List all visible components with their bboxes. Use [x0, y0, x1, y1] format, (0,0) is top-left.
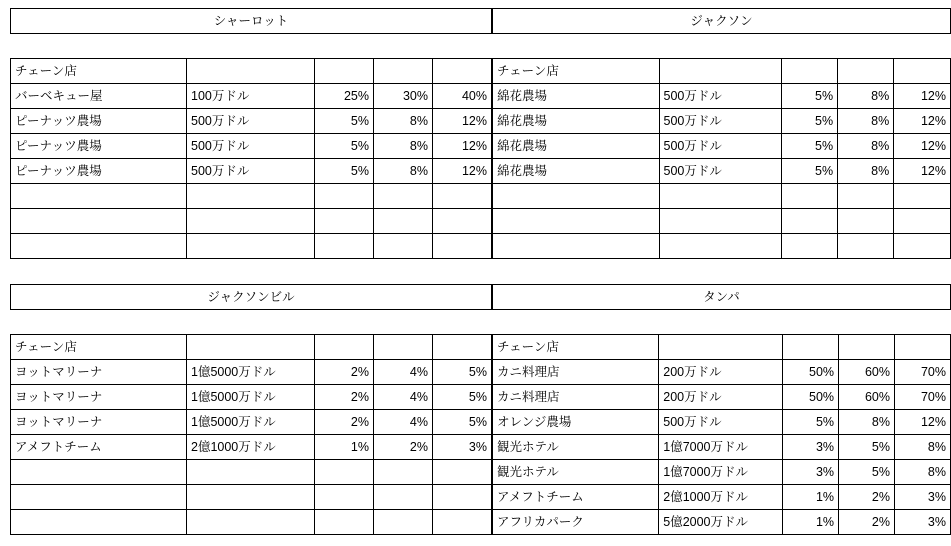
cell-pct3[interactable]: 12% — [894, 410, 950, 435]
cell-pct2[interactable]: 8% — [838, 159, 894, 184]
title-row — [11, 9, 492, 34]
cell-pct2[interactable]: 2% — [839, 485, 895, 510]
cell-pct3[interactable]: 8% — [894, 460, 950, 485]
cell-pct1[interactable] — [315, 184, 374, 209]
header-row — [493, 59, 951, 84]
cell-pct3[interactable]: 3% — [894, 510, 950, 535]
cell-pct2[interactable]: 4% — [374, 410, 433, 435]
cell-name[interactable]: ヨットマリーナ — [11, 360, 187, 385]
header-row — [493, 335, 951, 360]
title-row — [11, 285, 492, 310]
cell-pct2[interactable] — [374, 510, 433, 535]
gap-cell — [839, 310, 895, 335]
table-row[interactable] — [493, 84, 951, 109]
cell-pct1[interactable] — [315, 209, 374, 234]
table-row[interactable] — [11, 510, 492, 535]
data-table — [10, 284, 492, 535]
cell-name[interactable] — [11, 460, 187, 485]
cell-pct3[interactable]: 5% — [433, 410, 492, 435]
cell-value[interactable] — [187, 184, 315, 209]
cell-pct3[interactable]: 40% — [433, 84, 492, 109]
column-header-blank — [894, 59, 951, 84]
cell-pct2[interactable]: 30% — [374, 84, 433, 109]
column-header-blank — [433, 335, 492, 360]
cell-name[interactable]: ヨットマリーナ — [11, 385, 187, 410]
gap-cell — [433, 34, 492, 59]
table-row[interactable] — [11, 84, 492, 109]
cell-pct1[interactable] — [315, 460, 374, 485]
cell-name[interactable] — [493, 234, 660, 259]
title-row — [493, 9, 951, 34]
column-header-chain: チェーン店 — [493, 59, 660, 84]
table-row[interactable] — [493, 510, 951, 535]
column-header-blank — [783, 335, 839, 360]
cell-name[interactable]: バーベキュー屋 — [11, 84, 187, 109]
table-block-jackson — [492, 8, 951, 259]
table-row[interactable] — [493, 109, 951, 134]
cell-pct1[interactable]: 50% — [783, 385, 839, 410]
table-row[interactable] — [493, 360, 951, 385]
gap-cell — [659, 34, 782, 59]
cell-pct1[interactable] — [782, 234, 838, 259]
cell-pct1[interactable] — [315, 510, 374, 535]
cell-name[interactable] — [493, 184, 660, 209]
cell-pct1[interactable]: 5% — [782, 84, 838, 109]
cell-value[interactable]: 100万ドル — [187, 84, 315, 109]
cell-pct3[interactable]: 3% — [894, 485, 950, 510]
cell-pct1[interactable] — [782, 184, 838, 209]
cell-value[interactable]: 2億1000万ドル — [187, 435, 315, 460]
gap-cell — [433, 310, 492, 335]
table-row[interactable] — [493, 209, 951, 234]
cell-value[interactable] — [187, 460, 315, 485]
gap-cell — [783, 310, 839, 335]
cell-name[interactable]: 綿花農場 — [493, 109, 660, 134]
cell-pct2[interactable] — [374, 234, 433, 259]
cell-pct2[interactable]: 2% — [374, 435, 433, 460]
column-header-chain: チェーン店 — [11, 335, 187, 360]
gap-cell — [894, 310, 950, 335]
cell-pct1[interactable]: 50% — [783, 360, 839, 385]
column-header-blank — [315, 335, 374, 360]
cell-name[interactable] — [11, 209, 187, 234]
gap-row — [493, 310, 951, 335]
cell-pct2[interactable]: 8% — [839, 410, 895, 435]
table-row[interactable] — [11, 184, 492, 209]
column-header-blank — [374, 335, 433, 360]
cell-pct1[interactable]: 1% — [315, 435, 374, 460]
cell-value[interactable]: 500万ドル — [187, 159, 315, 184]
gap-cell — [838, 34, 894, 59]
table-row[interactable] — [493, 435, 951, 460]
cell-pct2[interactable]: 8% — [838, 84, 894, 109]
cell-pct3[interactable]: 70% — [894, 360, 950, 385]
cell-value[interactable] — [659, 234, 782, 259]
cell-pct2[interactable] — [838, 234, 894, 259]
column-header-blank — [187, 335, 315, 360]
cell-pct3[interactable]: 5% — [433, 360, 492, 385]
cell-pct3[interactable]: 5% — [433, 385, 492, 410]
cell-pct3[interactable] — [433, 485, 492, 510]
cell-pct3[interactable] — [894, 184, 951, 209]
cell-pct2[interactable] — [374, 460, 433, 485]
cell-name[interactable] — [11, 234, 187, 259]
cell-pct1[interactable]: 5% — [315, 134, 374, 159]
cell-pct2[interactable] — [374, 485, 433, 510]
gap-row — [11, 310, 492, 335]
cell-pct3[interactable]: 12% — [433, 159, 492, 184]
cell-name[interactable]: 観光ホテル — [493, 435, 659, 460]
cell-pct1[interactable]: 5% — [782, 109, 838, 134]
table-row[interactable] — [493, 234, 951, 259]
cell-value[interactable] — [187, 234, 315, 259]
cell-name[interactable]: 綿花農場 — [493, 159, 660, 184]
cell-pct3[interactable]: 3% — [433, 435, 492, 460]
cell-value[interactable] — [187, 209, 315, 234]
cell-pct1[interactable]: 3% — [783, 460, 839, 485]
data-table — [10, 8, 492, 259]
gap-cell — [315, 34, 374, 59]
cell-pct2[interactable]: 60% — [839, 385, 895, 410]
cell-pct1[interactable]: 1% — [783, 485, 839, 510]
data-table — [492, 284, 951, 535]
cell-name[interactable]: オレンジ農場 — [493, 410, 659, 435]
table-row[interactable] — [11, 435, 492, 460]
cell-pct1[interactable]: 2% — [315, 360, 374, 385]
column-header-blank — [374, 59, 433, 84]
cell-pct3[interactable]: 8% — [894, 435, 950, 460]
cell-value[interactable]: 1億5000万ドル — [187, 410, 315, 435]
cell-value[interactable] — [187, 510, 315, 535]
cell-pct3[interactable]: 70% — [894, 385, 950, 410]
cell-pct2[interactable]: 60% — [839, 360, 895, 385]
cell-value[interactable]: 500万ドル — [659, 410, 783, 435]
gap-cell — [374, 310, 433, 335]
cell-name[interactable]: ピーナッツ農場 — [11, 109, 187, 134]
table-block-charlotte — [10, 8, 492, 259]
cell-pct2[interactable]: 2% — [839, 510, 895, 535]
column-header-chain: チェーン店 — [11, 59, 187, 84]
cell-pct3[interactable]: 12% — [433, 134, 492, 159]
cell-pct2[interactable]: 5% — [839, 460, 895, 485]
column-header-blank — [838, 59, 894, 84]
cell-value[interactable] — [659, 184, 782, 209]
column-header-blank — [659, 335, 783, 360]
table-title: ジャクソン — [493, 9, 951, 34]
cell-name[interactable] — [11, 485, 187, 510]
gap-cell — [782, 34, 838, 59]
cell-name[interactable]: アメフトチーム — [493, 485, 659, 510]
column-header-blank — [839, 335, 895, 360]
table-row[interactable] — [493, 159, 951, 184]
cell-pct1[interactable]: 5% — [783, 410, 839, 435]
column-header-blank — [782, 59, 838, 84]
table-row[interactable] — [11, 460, 492, 485]
cell-value[interactable] — [659, 209, 782, 234]
table-row[interactable] — [11, 485, 492, 510]
cell-name[interactable]: 綿花農場 — [493, 84, 660, 109]
cell-pct1[interactable] — [782, 209, 838, 234]
cell-pct2[interactable] — [374, 184, 433, 209]
gap-cell — [894, 34, 951, 59]
table-row[interactable] — [11, 209, 492, 234]
gap-cell — [11, 34, 187, 59]
table-row[interactable] — [493, 485, 951, 510]
cell-name[interactable]: ヨットマリーナ — [11, 410, 187, 435]
cell-pct3[interactable] — [894, 209, 951, 234]
cell-pct1[interactable]: 5% — [782, 134, 838, 159]
column-header-blank — [659, 59, 782, 84]
cell-pct1[interactable]: 5% — [315, 109, 374, 134]
cell-name[interactable] — [11, 510, 187, 535]
table-row[interactable] — [11, 410, 492, 435]
gap-cell — [374, 34, 433, 59]
data-table — [492, 8, 951, 259]
table-row[interactable] — [11, 134, 492, 159]
cell-pct2[interactable]: 4% — [374, 385, 433, 410]
cell-pct2[interactable]: 8% — [374, 159, 433, 184]
cell-pct3[interactable] — [894, 234, 951, 259]
table-title: タンパ — [493, 285, 951, 310]
cell-pct1[interactable]: 5% — [782, 159, 838, 184]
column-header-blank — [315, 59, 374, 84]
table-row[interactable] — [493, 410, 951, 435]
cell-pct2[interactable]: 5% — [839, 435, 895, 460]
gap-cell — [659, 310, 783, 335]
cell-name[interactable]: 綿花農場 — [493, 134, 660, 159]
cell-value[interactable]: 500万ドル — [659, 134, 782, 159]
cell-name[interactable]: カニ料理店 — [493, 360, 659, 385]
gap-row — [493, 34, 951, 59]
cell-pct3[interactable] — [433, 209, 492, 234]
table-row[interactable] — [11, 385, 492, 410]
cell-pct2[interactable] — [838, 184, 894, 209]
column-header-blank — [894, 335, 950, 360]
cell-pct2[interactable]: 8% — [374, 109, 433, 134]
cell-pct2[interactable]: 8% — [838, 134, 894, 159]
cell-name[interactable]: アメフトチーム — [11, 435, 187, 460]
gap-cell — [493, 310, 659, 335]
cell-name[interactable]: ピーナッツ農場 — [11, 159, 187, 184]
table-row[interactable] — [11, 109, 492, 134]
header-row — [11, 335, 492, 360]
cell-pct3[interactable] — [433, 510, 492, 535]
cell-pct1[interactable]: 2% — [315, 410, 374, 435]
cell-value[interactable]: 500万ドル — [659, 84, 782, 109]
cell-pct1[interactable]: 1% — [783, 510, 839, 535]
table-row[interactable] — [11, 360, 492, 385]
cell-pct1[interactable]: 25% — [315, 84, 374, 109]
gap-cell — [493, 34, 660, 59]
cell-value[interactable]: 500万ドル — [187, 109, 315, 134]
table-title: ジャクソンビル — [11, 285, 492, 310]
header-row — [11, 59, 492, 84]
table-title: シャーロット — [11, 9, 492, 34]
cell-name[interactable]: 観光ホテル — [493, 460, 659, 485]
cell-pct2[interactable] — [374, 209, 433, 234]
table-block-tampa — [492, 284, 951, 535]
cell-value[interactable]: 200万ドル — [659, 360, 783, 385]
cell-value[interactable]: 1億7000万ドル — [659, 460, 783, 485]
cell-pct3[interactable]: 12% — [894, 134, 951, 159]
cell-name[interactable]: ピーナッツ農場 — [11, 134, 187, 159]
column-header-chain: チェーン店 — [493, 335, 659, 360]
table-row[interactable] — [493, 134, 951, 159]
gap-row — [11, 34, 492, 59]
column-header-blank — [433, 59, 492, 84]
cell-pct3[interactable] — [433, 234, 492, 259]
cell-pct2[interactable]: 8% — [374, 134, 433, 159]
cell-value[interactable]: 1億5000万ドル — [187, 385, 315, 410]
cell-pct3[interactable]: 12% — [894, 109, 951, 134]
cell-pct1[interactable]: 2% — [315, 385, 374, 410]
cell-value[interactable]: 500万ドル — [187, 134, 315, 159]
title-row — [493, 285, 951, 310]
cell-pct3[interactable]: 12% — [433, 109, 492, 134]
cell-name[interactable]: カニ料理店 — [493, 385, 659, 410]
cell-value[interactable]: 500万ドル — [659, 159, 782, 184]
cell-pct1[interactable] — [315, 234, 374, 259]
table-row[interactable] — [11, 159, 492, 184]
cell-pct3[interactable]: 12% — [894, 84, 951, 109]
cell-value[interactable]: 1億7000万ドル — [659, 435, 783, 460]
gap-cell — [315, 310, 374, 335]
cell-value[interactable]: 200万ドル — [659, 385, 783, 410]
gap-cell — [11, 310, 187, 335]
table-row[interactable] — [493, 460, 951, 485]
cell-pct2[interactable]: 4% — [374, 360, 433, 385]
cell-value[interactable]: 1億5000万ドル — [187, 360, 315, 385]
cell-pct1[interactable]: 3% — [783, 435, 839, 460]
cell-value[interactable]: 2億1000万ドル — [659, 485, 783, 510]
table-row[interactable] — [11, 234, 492, 259]
cell-value[interactable] — [187, 485, 315, 510]
cell-value[interactable]: 500万ドル — [659, 109, 782, 134]
cell-value[interactable]: 5億2000万ドル — [659, 510, 783, 535]
table-block-jacksonville — [10, 284, 492, 535]
cell-name[interactable] — [493, 209, 660, 234]
table-row[interactable] — [493, 385, 951, 410]
cell-name[interactable] — [11, 184, 187, 209]
column-header-blank — [187, 59, 315, 84]
gap-cell — [187, 310, 315, 335]
cell-pct3[interactable] — [433, 184, 492, 209]
cell-pct2[interactable]: 8% — [838, 109, 894, 134]
cell-pct1[interactable]: 5% — [315, 159, 374, 184]
cell-pct2[interactable] — [838, 209, 894, 234]
cell-pct3[interactable]: 12% — [894, 159, 951, 184]
table-row[interactable] — [493, 184, 951, 209]
cell-name[interactable]: アフリカパーク — [493, 510, 659, 535]
cell-pct1[interactable] — [315, 485, 374, 510]
gap-cell — [187, 34, 315, 59]
cell-pct3[interactable] — [433, 460, 492, 485]
